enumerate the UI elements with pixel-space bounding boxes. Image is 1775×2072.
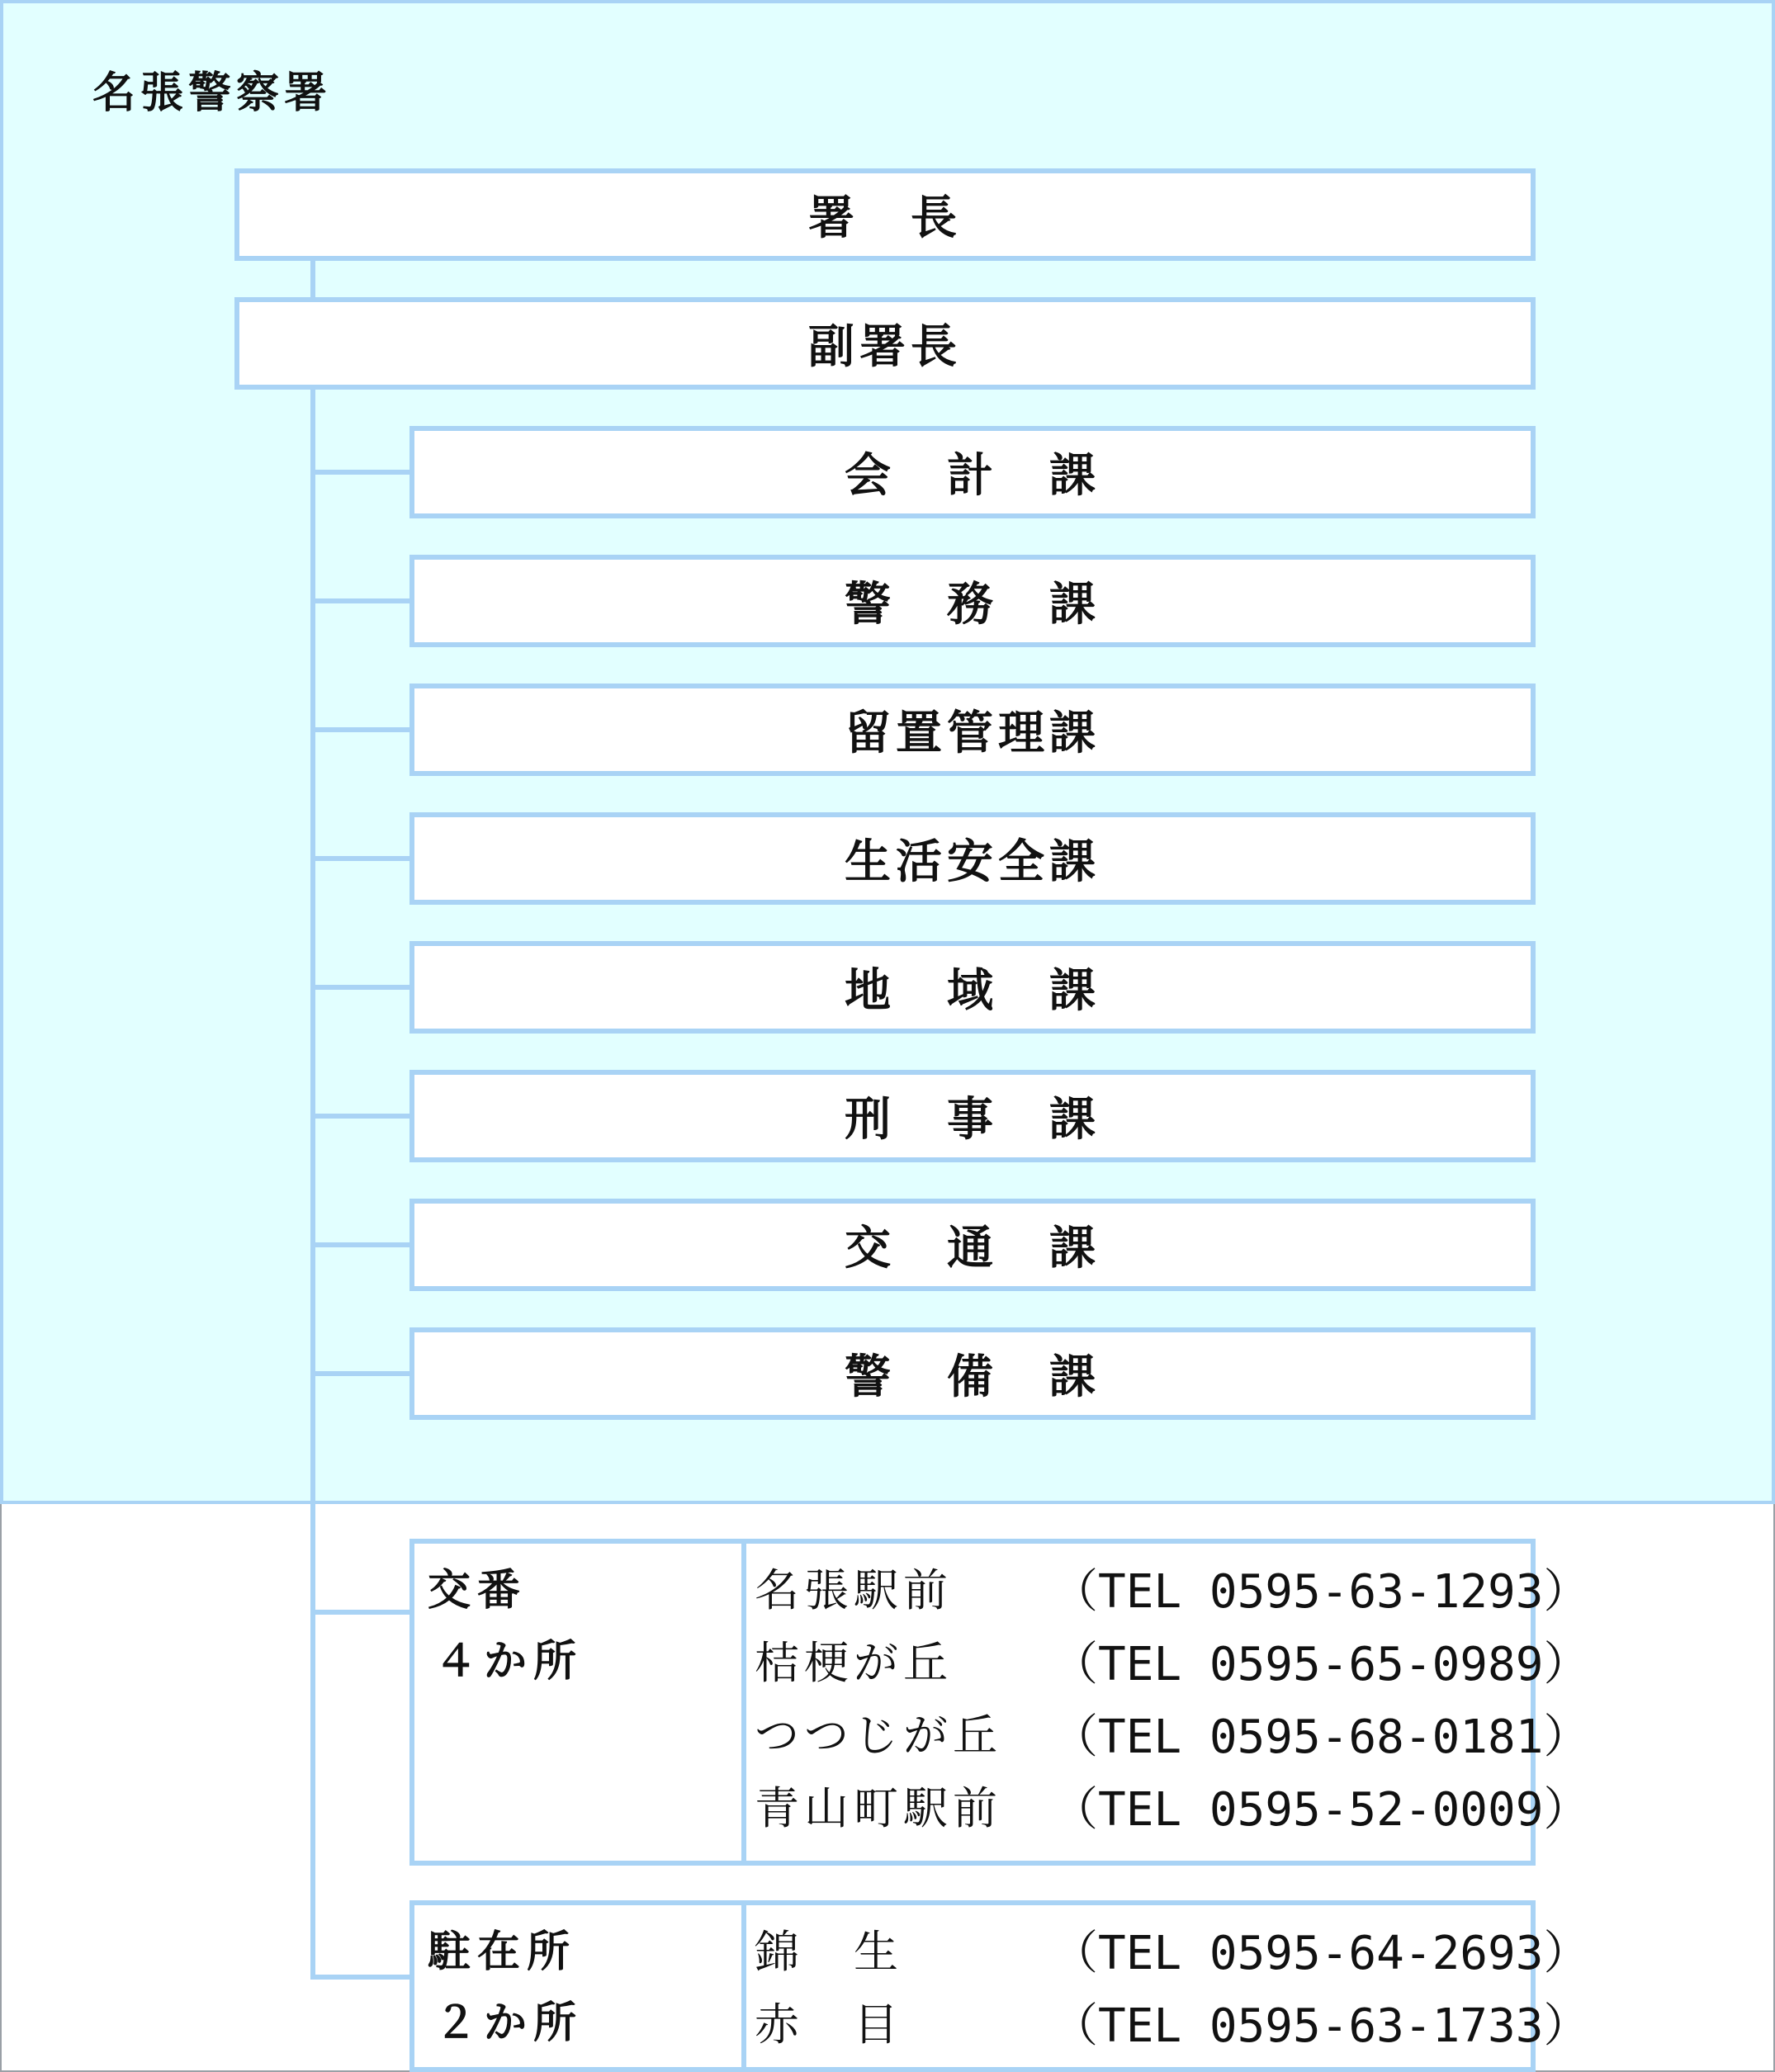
trunk-line-top <box>310 258 315 300</box>
facility-phone: （TEL 0595-64-2693） <box>1052 1927 1590 1980</box>
section-label: 地 域 課 <box>845 964 1100 1018</box>
section-label: 刑 事 課 <box>845 1093 1100 1147</box>
deputy-label: 副署長 <box>808 320 962 374</box>
branch-line-section <box>310 985 411 990</box>
station-title: 名張警察署 <box>92 69 333 118</box>
section-box <box>409 1327 1536 1420</box>
koban-label: 交番 <box>428 1566 528 1615</box>
section-label: 警 務 課 <box>845 578 1100 632</box>
branch-line-section <box>310 1242 411 1247</box>
section-label: 警 備 課 <box>845 1351 1100 1404</box>
facility-row <box>755 1773 1590 1844</box>
branch-line-section <box>310 1371 411 1376</box>
koban-table <box>409 1539 1590 1866</box>
facility-name: 錦 生 <box>755 1926 903 1978</box>
facility-name: つつじが丘 <box>755 1710 1002 1762</box>
branch-line-chuzaisho <box>310 1975 411 1980</box>
facility-phone: （TEL 0595-63-1733） <box>1052 1999 1590 2053</box>
facility-name: 桔梗が丘 <box>755 1637 953 1689</box>
chuzaisho-divider <box>741 1905 746 2067</box>
section-box <box>409 1070 1536 1162</box>
facility-phone: （TEL 0595-65-0989） <box>1052 1638 1590 1691</box>
branch-line-koban <box>310 1610 411 1615</box>
chuzaisho-table <box>409 1900 1590 2072</box>
section-label: 交 通 課 <box>845 1222 1100 1275</box>
section-box <box>409 1199 1536 1291</box>
facility-name: 名張駅前 <box>755 1564 953 1616</box>
branch-line-section <box>310 856 411 861</box>
trunk-line-main <box>310 386 315 1980</box>
section-label: 生活安全課 <box>845 835 1100 889</box>
facility-phone: （TEL 0595-68-0181） <box>1052 1710 1590 1764</box>
branch-line-section <box>310 727 411 732</box>
chuzaisho-label: 駐在所 <box>428 1928 577 1977</box>
chuzaisho-count: ２か所 <box>434 1999 584 2048</box>
facility-row <box>755 1917 1590 1988</box>
facility-name: 青山町駅前 <box>755 1782 1002 1834</box>
facility-row <box>755 1989 1590 2060</box>
facility-row <box>755 1628 1590 1699</box>
deputy-box <box>234 297 1536 390</box>
section-box <box>409 941 1536 1034</box>
branch-line-section <box>310 1114 411 1119</box>
facility-phone: （TEL 0595-63-1293） <box>1052 1565 1590 1619</box>
koban-divider <box>741 1544 746 1861</box>
branch-line-section <box>310 470 411 475</box>
branch-line-section <box>310 598 411 603</box>
facility-row <box>755 1555 1590 1626</box>
facility-name: 赤 目 <box>755 1999 903 2051</box>
section-box <box>409 684 1536 776</box>
facility-row <box>755 1701 1590 1772</box>
section-box <box>409 812 1536 905</box>
chief-box <box>234 168 1536 261</box>
section-box <box>409 555 1536 647</box>
koban-count: ４か所 <box>434 1637 584 1686</box>
chief-label: 署 長 <box>808 192 962 245</box>
section-label: 留置管理課 <box>845 707 1100 760</box>
section-box <box>409 426 1536 518</box>
section-label: 会 計 課 <box>845 449 1100 503</box>
facility-phone: （TEL 0595-52-0009） <box>1052 1783 1590 1837</box>
